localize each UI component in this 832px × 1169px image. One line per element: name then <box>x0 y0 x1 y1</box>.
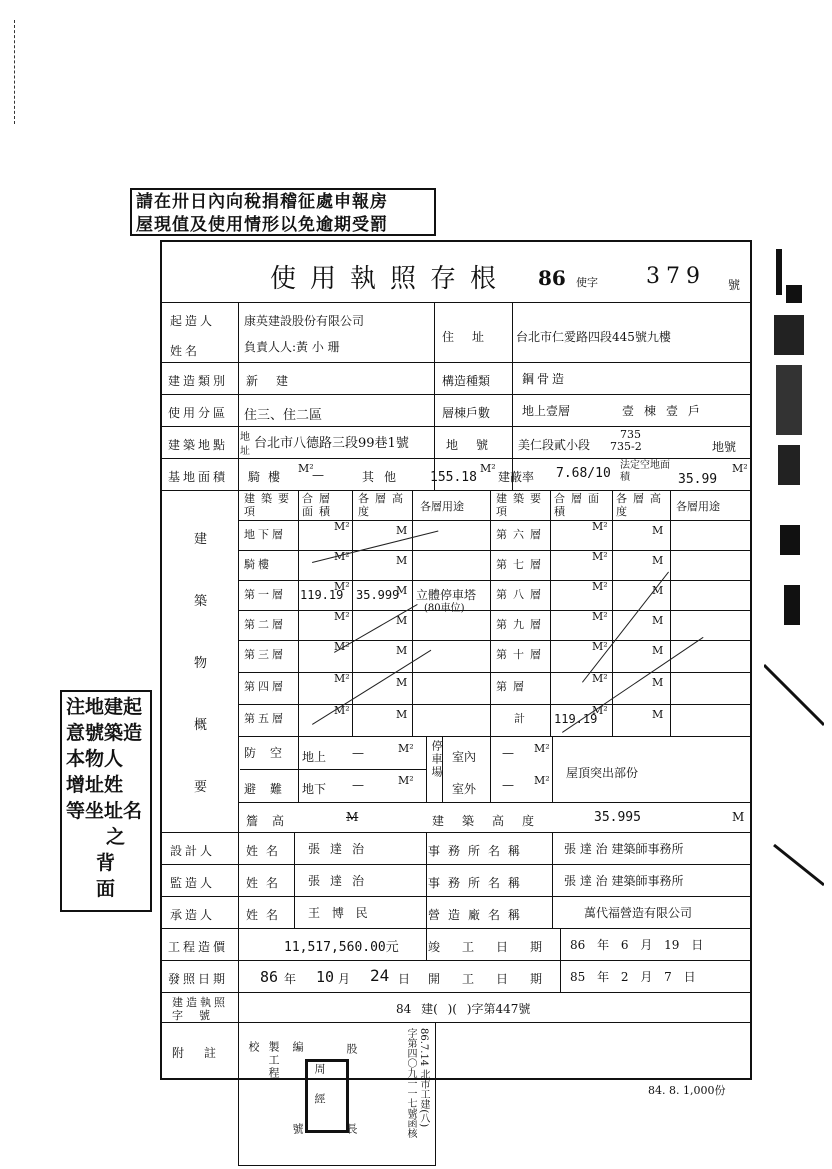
issue-month-unit: 月 <box>338 972 351 986</box>
floor-name-right: 第九層 <box>496 618 547 631</box>
site-address: 台北市八德路三段99巷1號 <box>254 436 409 451</box>
print-footer: 84. 8. 1,000份 <box>648 1084 726 1097</box>
cost-label: 工程造價 <box>168 940 229 954</box>
open-area-unit: M² <box>732 462 748 475</box>
type-label: 建造類別 <box>168 374 229 388</box>
floor-area-unit-right: M² <box>592 640 608 653</box>
floor-name: 第五層 <box>244 712 286 725</box>
floor-height-unit-right: M <box>652 614 664 627</box>
completion-date: 86 年 6 月 19 日 <box>570 938 704 952</box>
floor-area-unit: M² <box>334 704 350 717</box>
floor-area-unit: M² <box>334 640 350 653</box>
floor-height-unit: M <box>396 524 408 537</box>
owner-label-2: 姓名 <box>170 344 201 358</box>
summary-side-char: 要 <box>194 780 208 795</box>
designer-name: 張達治 <box>308 842 375 856</box>
floors-label: 層棟戶數 <box>442 406 491 420</box>
shelter-label-1: 防空 <box>244 746 297 760</box>
lot-number-1: 735 <box>620 428 641 441</box>
designer-office-label: 事務所名稱 <box>428 844 529 858</box>
designer-office: 張 達 治 建築師事務所 <box>564 842 684 856</box>
other-value: 155.18 <box>430 470 477 485</box>
builder-label: 承造人 <box>170 908 216 922</box>
shelter-up-label: 地上 <box>302 750 327 764</box>
notice-stamp <box>130 188 436 236</box>
floors-value: 地上壹層 <box>522 404 571 418</box>
floor-area-unit-right: M² <box>592 520 608 533</box>
arcade-value: — <box>312 468 324 482</box>
notes-label: 附註 <box>172 1046 237 1060</box>
side-stamp-line: 增址姓 <box>66 774 124 796</box>
seal-char: 校 <box>247 1041 260 1054</box>
arcade-label: 騎樓 <box>248 470 289 484</box>
builder-name: 王 博 民 <box>308 906 372 920</box>
owner-address: 台北市仁愛路四段445號九樓 <box>516 330 671 344</box>
seal-char: 經 <box>313 1093 326 1106</box>
site-label: 建築地點 <box>168 438 229 452</box>
designer-label: 設計人 <box>170 844 216 858</box>
floor-height-unit-right: M <box>652 584 664 597</box>
floor-name-right: 第六層 <box>496 528 547 541</box>
col-header-use-right: 各層用途 <box>676 500 720 513</box>
supervisor-office: 張 達 治 建築師事務所 <box>564 874 684 888</box>
chief-seal <box>305 1059 349 1133</box>
parking-in-label: 室內 <box>452 750 477 764</box>
reference-stamp: 86.7.14 北市工建(八) 字第四〇九一一七號函核 <box>405 1028 429 1138</box>
col-header-right: 各層高度 <box>616 492 667 518</box>
floor-area-unit-right: M² <box>592 704 608 717</box>
edge-stroke <box>774 845 824 885</box>
issue-year-unit: 年 <box>284 972 297 986</box>
floor-area-unit: M² <box>334 520 350 533</box>
edge-mark <box>774 315 804 355</box>
other-label: 其他 <box>362 470 407 484</box>
floor-name-right: 第七層 <box>496 558 547 571</box>
shelter-down-value: — <box>352 778 364 792</box>
floor-height-unit: M <box>396 584 408 597</box>
floor-name-right: 第八層 <box>496 588 547 601</box>
shelter-down-unit: M² <box>398 774 414 787</box>
zone-value: 住三、住二區 <box>244 408 323 423</box>
designer-name-label: 姓名 <box>246 844 287 858</box>
owner-company: 康英建設股份有限公司 <box>244 314 365 328</box>
floor-area-unit: M² <box>334 550 350 563</box>
struct-label: 構造種類 <box>442 374 491 388</box>
side-stamp-line: 本物人 <box>66 748 124 770</box>
type-value: 新建 <box>246 374 307 388</box>
floor-name: 第四層 <box>244 680 286 693</box>
seal-char: 編 <box>291 1041 304 1054</box>
ratio-value: 7.68/10 <box>556 466 611 481</box>
building-count: 壹棟壹戶 <box>622 404 711 418</box>
open-area-label: 法定空地面積 <box>620 460 670 483</box>
floor-height-unit-right: M <box>652 644 664 657</box>
floor-height-unit-right: M <box>652 554 664 567</box>
permit-year: 86 <box>538 266 566 290</box>
permit-form <box>160 240 752 1080</box>
seal-char: 號 <box>291 1123 304 1136</box>
open-area-value: 35.99 <box>678 472 718 487</box>
cost-value: 11,517,560.00元 <box>284 940 399 955</box>
builder-name-label: 姓名 <box>246 908 287 922</box>
floor-name-right: 第層 <box>496 680 530 693</box>
permit-zi: 使字 <box>576 276 598 289</box>
floor-name: 第二層 <box>244 618 286 631</box>
binding-edge-marks <box>764 245 824 1165</box>
issue-label: 發照日期 <box>168 972 229 986</box>
zone-label: 使用分區 <box>168 406 229 420</box>
floor-height-unit-right: M <box>652 708 664 721</box>
edge-mark <box>776 365 802 435</box>
shelter-label-2: 避難 <box>244 782 297 796</box>
eave-height-label: 簷高 <box>246 814 299 828</box>
edge-mark <box>786 285 802 303</box>
completion-label: 竣工日期 <box>428 940 565 954</box>
col-header-left: 合層面積 <box>302 492 336 518</box>
area-label: 基地面積 <box>168 470 229 484</box>
floor-area-value-right: 119.19 <box>554 712 598 726</box>
side-stamp-line: 注地建起 <box>66 696 143 718</box>
col-header-left: 各層高度 <box>358 492 409 518</box>
lot-section: 美仁段貳小段 <box>518 438 591 452</box>
parking-in-value: — <box>502 746 514 760</box>
edge-mark <box>776 249 782 295</box>
shelter-down-label: 地下 <box>302 782 327 796</box>
floor-height-unit: M <box>396 708 408 721</box>
permit-hao: 號 <box>728 278 741 292</box>
floor-area-unit-right: M² <box>592 580 608 593</box>
parking-out-unit: M² <box>534 774 550 787</box>
seal-char: 周 <box>313 1063 326 1076</box>
side-tail-3: 面 <box>96 878 116 900</box>
col-header-use-left: 各層用途 <box>420 500 464 513</box>
floor-area-unit: M² <box>334 672 350 685</box>
side-tail-2: 背 <box>96 852 116 874</box>
floor-height-unit-right: M <box>652 676 664 689</box>
other-unit: M² <box>480 462 496 475</box>
side-stamp-line: 意號築造 <box>66 722 143 744</box>
first-floor-use: 立體停車塔 <box>416 588 477 602</box>
floor-height-unit: M <box>396 644 408 657</box>
lot-label: 地號 <box>446 438 507 452</box>
permit-label-2: 字號 <box>172 1009 226 1022</box>
strike-line <box>312 650 431 725</box>
floor-name: 第三層 <box>244 648 286 661</box>
form-title: 使用執照存根 <box>270 264 511 294</box>
floor-area-unit: M² <box>334 580 350 593</box>
arcade-unit: M² <box>298 462 314 475</box>
supervisor-office-label: 事務所名稱 <box>428 876 529 890</box>
building-height-label: 建築高度 <box>432 814 553 828</box>
first-floor-use-note: (80車位) <box>424 603 465 614</box>
permit-label-1: 建造執照 <box>172 996 228 1009</box>
side-tail-1: 之 <box>106 826 126 848</box>
floor-height-unit: M <box>396 676 408 689</box>
floor-area-unit-right: M² <box>592 672 608 685</box>
strike-line <box>312 531 438 563</box>
edge-mark <box>780 525 800 555</box>
site-addr-label-b: 址 <box>240 446 250 457</box>
edge-mark <box>784 585 800 625</box>
ratio-label: 建蔽率 <box>498 470 535 484</box>
floor-height-value: 35.999 <box>356 588 400 602</box>
margin-mark <box>14 20 18 124</box>
seal-char: 長 <box>345 1123 358 1136</box>
struct-value: 鋼骨造 <box>522 372 568 386</box>
floor-name: 地下層 <box>244 528 286 541</box>
supervisor-name-label: 姓名 <box>246 876 287 890</box>
supervisor-label: 監造人 <box>170 876 216 890</box>
owner-address-label: 住址 <box>442 330 503 344</box>
floor-name: 騎樓 <box>244 558 272 571</box>
building-height-value: 35.995 <box>594 810 641 825</box>
lot-number-2: 735-2 <box>610 440 642 453</box>
notice-line-2: 屋現值及使用情形以免逾期受罰 <box>136 215 388 235</box>
floor-area-unit-right: M² <box>592 550 608 563</box>
issue-day-unit: 日 <box>398 972 411 986</box>
floor-height-unit: M <box>396 614 408 627</box>
issue-year: 86 <box>260 968 279 986</box>
notice-line-1: 請在卅日內向稅捐稽征處申報房 <box>136 192 388 212</box>
floor-area-value: 119.19 <box>300 588 344 602</box>
start-date: 85 年 2 月 7 日 <box>570 970 696 984</box>
building-height-unit: M <box>732 810 745 824</box>
builder-firm: 萬代福營造有限公司 <box>584 906 693 920</box>
floor-height-unit-right: M <box>652 524 664 537</box>
eave-height-value: M <box>346 810 359 824</box>
builder-firm-label: 營造廠名稱 <box>428 908 529 922</box>
floor-name-right: 計 <box>514 712 525 725</box>
edge-stroke <box>764 665 824 725</box>
floor-area-unit-right: M² <box>592 610 608 623</box>
parking-label: 停車場 <box>430 740 443 779</box>
roof-label: 屋頂突出部份 <box>566 766 639 780</box>
owner-label-1: 起造人 <box>170 314 216 328</box>
parking-in-unit: M² <box>534 742 550 755</box>
strike-line <box>562 637 703 733</box>
start-label: 開工日期 <box>428 972 565 986</box>
summary-side-char: 建 <box>194 532 208 547</box>
issue-month: 10 <box>316 968 335 986</box>
summary-side-char: 物 <box>194 656 208 671</box>
floor-name: 第一層 <box>244 588 286 601</box>
summary-side-char: 概 <box>194 718 208 733</box>
col-header-right: 建築要項 <box>496 492 547 518</box>
supervisor-name: 張達治 <box>308 874 375 888</box>
side-stamp-line: 等坐址名 <box>66 800 143 822</box>
summary-side-char: 築 <box>194 594 208 609</box>
issue-day: 24 <box>370 966 390 985</box>
shelter-up-unit: M² <box>398 742 414 755</box>
owner-rep: 負責人人:黃 小 珊 <box>244 340 340 354</box>
lot-suffix: 地號 <box>712 440 737 454</box>
floor-area-unit: M² <box>334 610 350 623</box>
shelter-up-value: — <box>352 746 364 760</box>
seal-char: 製工程 <box>267 1041 280 1080</box>
parking-out-value: — <box>502 778 514 792</box>
permit-number: 379 <box>646 264 706 289</box>
edge-mark <box>778 445 800 485</box>
floor-height-unit: M <box>396 554 408 567</box>
col-header-right: 合層面積 <box>554 492 605 518</box>
col-header-left: 建築要項 <box>244 492 295 518</box>
site-addr-label-a: 地 <box>240 432 250 443</box>
parking-out-label: 室外 <box>452 782 477 796</box>
side-notice-stamp <box>60 690 152 912</box>
permit-value: 84 建( )( )字第447號 <box>396 1002 531 1016</box>
floor-name-right: 第十層 <box>496 648 547 661</box>
seal-char: 股 <box>345 1043 358 1056</box>
